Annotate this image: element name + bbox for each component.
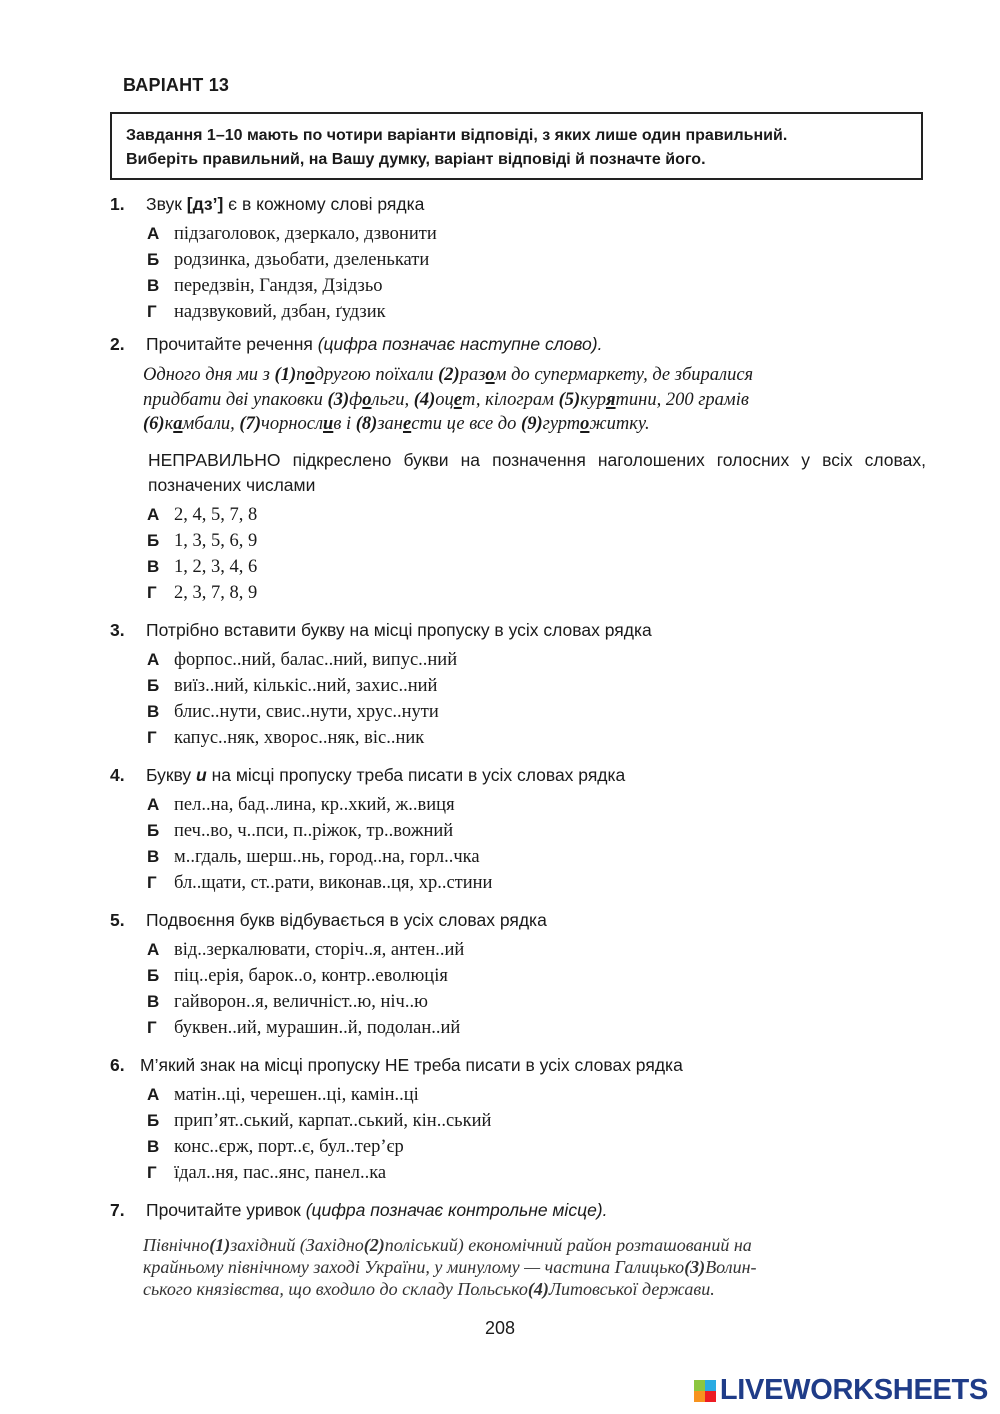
answer-option[interactable]: А від..зеркалювати, сторіч..я, антен..ий: [147, 940, 465, 960]
answer-option[interactable]: Г капус..няк, хворос..няк, віс..ник: [147, 728, 425, 748]
answer-options: [147, 502, 930, 606]
answer-options: [147, 647, 930, 751]
answer-options: [147, 792, 930, 896]
question-1: [110, 192, 930, 325]
answer-option[interactable]: А пел..на, бад..лина, кр..хкий, ж..виця: [147, 795, 455, 815]
answer-option[interactable]: В передзвін, Гандзя, Дзідзьо: [147, 276, 383, 296]
answer-option[interactable]: Г їдал..ня, пас..янс, панел..ка: [147, 1163, 387, 1183]
instructions-box: [110, 112, 923, 180]
question-7-passage: Північно(1)західний (Західно(2)поліський) економічний район розташований на крайньому північному заході України, у минулому — частина Галицько(3)Волин- ського князівства, що входило до складу Польсько(4)Литовської держави.: [143, 1235, 757, 1299]
answer-option[interactable]: Б родзинка, дзьобати, дзеленькати: [147, 250, 430, 270]
question-2-stem: 2. Прочитайте речення (цифра позначає наступне слово).: [110, 334, 603, 354]
question-7-stem: 7. Прочитайте уривок (цифра позначає контрольне місце).: [110, 1200, 608, 1220]
page-number: 208: [484, 1318, 516, 1338]
answer-option[interactable]: Б піц..ерія, барок..о, контр..еволюція: [147, 966, 448, 986]
question-number: 6.: [110, 1055, 125, 1075]
liveworksheets-logo-icon: [694, 1380, 716, 1402]
answer-option[interactable]: В блис..нути, свис..нути, хрус..нути: [147, 702, 439, 722]
answer-option[interactable]: А форпос..ний, балас..ний, випус..ний: [147, 650, 458, 670]
answer-options: [147, 937, 930, 1041]
answer-option[interactable]: В конс..єрж, порт..є, бул..тер’єр: [147, 1137, 404, 1157]
answer-option[interactable]: А матін..ці, черешен..ці, камін..ці: [147, 1085, 419, 1105]
variant-title: ВАРІАНТ 13: [123, 75, 230, 95]
question-7: [110, 1198, 930, 1222]
question-2-subquestion: НЕПРАВИЛЬНО підкреслено букви на позначення наголошених голосних у всіх словах, позначених числами: [148, 450, 926, 495]
question-3: [110, 618, 930, 751]
answer-option[interactable]: В 1, 2, 3, 4, 6: [147, 557, 258, 577]
question-6-stem: 6. М’який знак на місці пропуску НЕ треба писати в усіх словах рядка: [110, 1055, 683, 1075]
answer-option[interactable]: Б прип’ят..ський, карпат..ський, кін..ський: [147, 1111, 492, 1131]
question-number: 4.: [110, 765, 125, 785]
answer-option[interactable]: Б 1, 3, 5, 6, 9: [147, 531, 258, 551]
answer-option[interactable]: Б виїз..ний, кількіс..ний, захис..ний: [147, 676, 438, 696]
question-3-stem: 3. Потрібно вставити букву на місці пропуску в усіх словах рядка: [110, 620, 652, 640]
question-4: [110, 763, 930, 896]
question-number: 1.: [110, 194, 125, 214]
question-4-stem: 4. Букву и на місці пропуску треба писати в усіх словах рядка: [110, 765, 626, 785]
question-number: 3.: [110, 620, 125, 640]
question-6: [110, 1053, 930, 1186]
answer-options: [147, 1082, 930, 1186]
sound-label: [дз’]: [186, 194, 224, 214]
instructions-line-2: Виберіть правильний, на Вашу думку, варіант відповіді й позначте його.: [126, 151, 706, 168]
answer-option[interactable]: Г бл..щати, ст..рати, виконав..ця, хр..стини: [147, 873, 493, 893]
liveworksheets-brand: [694, 1374, 988, 1407]
question-2-options-wrap: [110, 497, 930, 606]
question-number: 5.: [110, 910, 125, 930]
question-1-stem: 1. Звук [дз’] є в кожному слові рядка: [110, 194, 425, 214]
question-number: 7.: [110, 1200, 125, 1220]
answer-option[interactable]: Г надзвуковий, дзбан, ґудзик: [147, 302, 386, 322]
question-5: [110, 908, 930, 1041]
answer-option[interactable]: В м..гдаль, шерш..нь, город..на, горл..чка: [147, 847, 480, 867]
target-letter: и: [196, 765, 207, 785]
question-2: [110, 332, 930, 356]
answer-option[interactable]: Г буквен..ий, мурашин..й, подолан..ий: [147, 1018, 461, 1038]
answer-option[interactable]: А підзаголовок, дзеркало, дзвонити: [147, 224, 437, 244]
answer-options: [147, 221, 930, 325]
answer-option[interactable]: Г 2, 3, 7, 8, 9: [147, 583, 258, 603]
answer-option[interactable]: В гайворон..я, величніст..ю, ніч..ю: [147, 992, 428, 1012]
question-2-passage: Одного дня ми з (1)подругою поїхали (2)разом до супермаркету, де збиралися придбати дві упаковки (3)фольги, (4)оцет, кілограм (5)курятини, 200 грамів (6)камбали, (7)чорнослив і (8)занести це все до (9)гуртожитку.: [143, 365, 754, 434]
brand-name: LIVEWORKSHEETS: [719, 1374, 988, 1406]
question-number: 2.: [110, 334, 125, 354]
question-5-stem: 5. Подвоєння букв відбувається в усіх словах рядка: [110, 910, 547, 930]
answer-option[interactable]: А 2, 4, 5, 7, 8: [147, 505, 258, 525]
answer-option[interactable]: Б печ..во, ч..пси, п..ріжок, тр..вожний: [147, 821, 454, 841]
instructions-line-1: Завдання 1–10 мають по чотири варіанти відповіді, з яких лише один правильний.: [126, 127, 788, 144]
